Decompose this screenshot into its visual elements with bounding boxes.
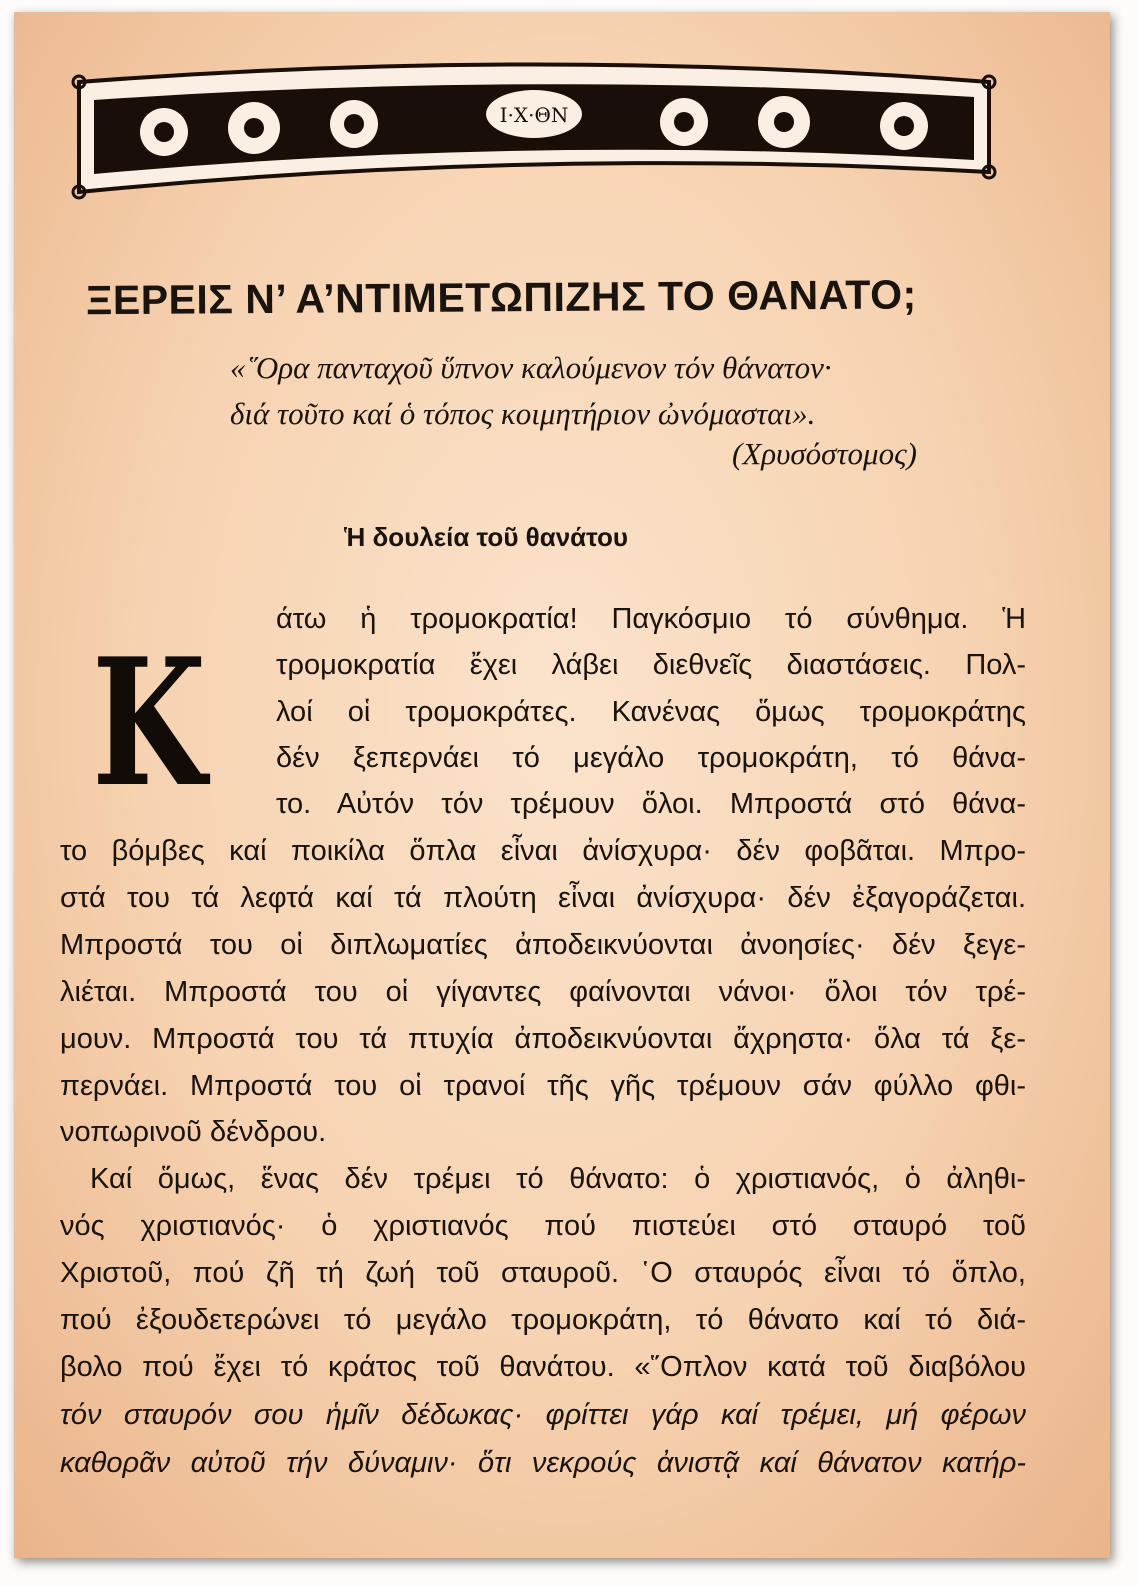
body-line: περνάει. Μπροστά του οἱ τρανοί τῆς γῆς τρέμουν σάν φύλλο φθι- bbox=[60, 1070, 1026, 1102]
section-heading: Ἡ δουλεία τοῦ θανάτου bbox=[344, 522, 629, 552]
body-line: το. Αὐτόν τόν τρέμουν ὅλοι. Μπροστά στό θάνα- bbox=[276, 788, 1026, 820]
body-line: τόν σταυρόν σου ἡμῖν δέδωκας· φρίττει γάρ καί τρέμει, μή φέρων bbox=[60, 1399, 1026, 1431]
body-line: το βόμβες καί ποικίλα ὅπλα εἶναι ἀνίσχυρα· δέν φοβᾶται. Μπρο- bbox=[60, 835, 1026, 867]
body-line: βολο πού ἔχει τό κράτος τοῦ θανάτου. «῞Οπλον κατά τοῦ διαβόλου bbox=[60, 1351, 1026, 1383]
body-line: Μπροστά του οἱ διπλωματίες ἀποδεικνύονται ἀνοησίες· δέν ξεγε- bbox=[60, 929, 1026, 961]
book-page bbox=[14, 12, 1110, 1558]
body-line: Καί ὅμως, ἕνας δέν τρέμει τό θάνατο: ὁ χριστιανός, ὁ ἀληθι- bbox=[90, 1163, 1026, 1195]
body-line: νός χριστιανός· ὁ χριστιανός πού πιστεύει στό σταυρό τοῦ bbox=[60, 1210, 1026, 1242]
body-line: τρομοκρατία ἔχει λάβει διεθνεῖς διαστάσεις. Πολ- bbox=[276, 649, 1026, 681]
epigraph-line: διά τοῦτο καί ὁ τόπος κοιμητήριον ὠνόμασται». bbox=[230, 396, 816, 431]
body-line: άτω ἡ τρομοκρατία! Παγκόσμιο τό σύνθημα. Ἡ bbox=[276, 603, 1026, 635]
body-line: δέν ξεπερνάει τό μεγάλο τρομοκράτη, τό θάνα- bbox=[276, 742, 1026, 774]
chapter-title: ΞΕΡΕΙΣ Ν’ Α’ΝΤΙΜΕΤΩΠΙΖΗΣ ΤΟ ΘΑΝΑΤΟ; bbox=[85, 271, 917, 324]
drop-cap: Κ bbox=[92, 621, 207, 826]
body-line: λοί οἱ τρομοκράτες. Κανένας ὅμως τρομοκράτης bbox=[276, 696, 1026, 728]
body-line: λιέται. Μπροστά του οἱ γίγαντες φαίνονται νάνοι· ὅλοι τόν τρέ- bbox=[60, 976, 1026, 1008]
epigraph-line: «῞Ορα πανταχοῦ ὕπνον καλούμενον τόν θάνατον· bbox=[230, 350, 832, 385]
body-line: στά του τά λεφτά καί τά πλούτη εἶναι ἀνίσχυρα· δέν ἐξαγοράζεται. bbox=[60, 882, 1026, 914]
ornamental-header-band bbox=[64, 52, 1004, 207]
ichthys-monogram: Ι·Χ·ΘΝ bbox=[499, 103, 569, 127]
body-line: πού ἐξουδετερώνει τό μεγάλο τρομοκράτη, τό θάνατο καί τό διά- bbox=[60, 1304, 1026, 1336]
body-line: καθορᾶν αὐτοῦ τήν δύναμιν· ὅτι νεκρούς ἀνιστᾷ καί θάνατον κατήρ- bbox=[60, 1447, 1026, 1479]
epigraph-author: (Χρυσόστομος) bbox=[732, 436, 918, 471]
body-line: Χριστοῦ, πού ζῆ τή ζωή τοῦ σταυροῦ. ῾Ο σταυρός εἶναι τό ὅπλο, bbox=[60, 1257, 1026, 1289]
body-line: μουν. Μπροστά του τά πτυχία ἀποδεικνύονται ἄχρηστα· ὅλα τά ξε- bbox=[60, 1023, 1026, 1055]
body-line: νοπωρινοῦ δένδρου. bbox=[60, 1116, 327, 1148]
